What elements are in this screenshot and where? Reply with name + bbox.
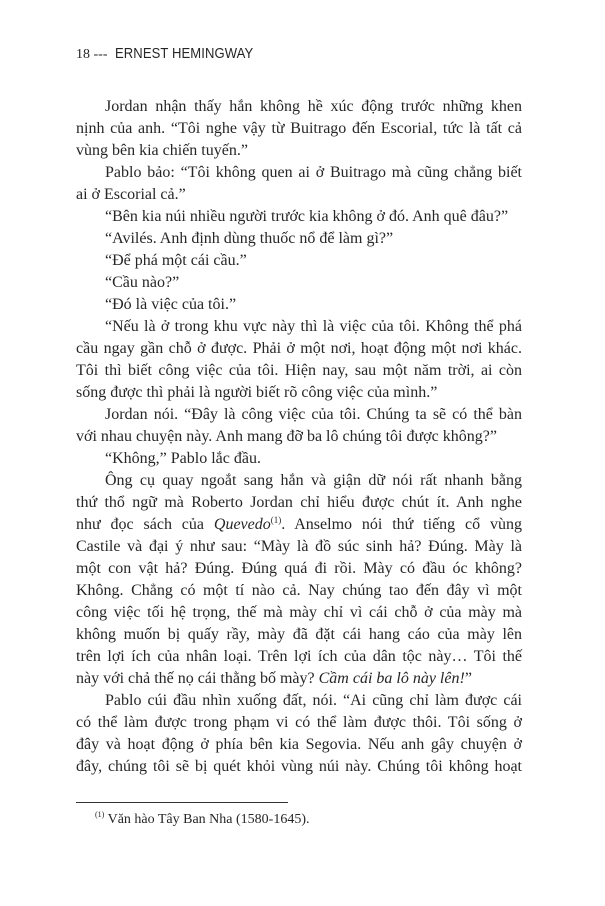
text-segment: ” [464, 670, 472, 687]
text-line: Tôi thì biết công việc của tôi. Hiện nay, sau một năm trời, ai còn [76, 362, 522, 379]
text-line: một con vật hả? Đúng. Đúng quá đi rồi. Mày có đầu óc không? [76, 560, 522, 577]
text-line: Ông cụ quay ngoắt sang hắn và giận dữ nói rất nhanh bằng [105, 472, 522, 489]
paragraph [76, 96, 522, 162]
text-line [76, 668, 522, 690]
text-segment: . Anselmo nói thứ tiếng cổ vùng [281, 516, 523, 533]
text-line: nịnh của anh. “Tôi nghe vậy từ Buitrago đến Escorial, tức là tất cả [76, 120, 522, 137]
text-line: “Để phá một cái cầu.” [105, 252, 247, 269]
footnote-text: Văn hào Tây Ban Nha (1580-1645). [107, 812, 310, 827]
paragraph [76, 404, 522, 448]
paragraph [76, 250, 522, 272]
paragraph [76, 690, 522, 778]
text-line: “Nếu là ở trong khu vực này thì là việc của tôi. Không thể phá [105, 318, 522, 335]
footnote-reference: (1) [270, 515, 282, 525]
text-line [76, 514, 522, 536]
paragraph [76, 228, 522, 250]
text-line: “Avilés. Anh định dùng thuốc nổ để làm gì?” [105, 230, 394, 247]
paragraph [76, 206, 522, 228]
text-line: đây và hoạt động ở phía bên kia Segovia. Nếu anh gây chuyện ở [76, 736, 522, 753]
text-line: công việc tối hệ trọng, thế mà mày chỉ vì cái chỗ ở của mày mà [76, 604, 522, 621]
text-line: Pablo cúi đầu nhìn xuống đất, nói. “Ai cũng chỉ làm được cái [105, 692, 522, 709]
text-line: vùng bên kia chiến tuyến.” [76, 142, 248, 159]
text-line: “Cầu nào?” [105, 274, 180, 291]
paragraph [76, 448, 522, 470]
text-line: không muốn bị quấy rầy, mày đã đặt cái hang cáo của mày lên [76, 626, 522, 643]
text-line: Jordan nhận thấy hắn không hề xúc động trước những khen [105, 98, 522, 115]
text-line: “Bên kia núi nhiều người trước kia không ở đó. Anh quê đâu?” [105, 208, 509, 225]
text-segment: như đọc sách của [76, 516, 214, 533]
text-segment: này với chả thế nọ cái thằng bố mày? [76, 670, 319, 687]
text-line: Jordan nói. “Đây là công việc của tôi. Chúng ta sẽ có thể bàn [105, 406, 522, 423]
book-author-title: ERNEST HEMINGWAY [115, 46, 254, 62]
italic-text: Cầm cái ba lô này lên! [318, 670, 465, 687]
paragraph [76, 162, 522, 206]
footnote-marker: (1) [95, 810, 105, 819]
text-line: thứ thổ ngữ mà Roberto Jordan chỉ hiểu được chút ít. Anh nghe [76, 494, 522, 511]
text-line: đây, chúng tôi sẽ bị quét khỏi vùng núi này. Chúng tôi không hoạt [76, 758, 522, 775]
text-line: Castile và đại ý như sau: “Mày là đồ súc sinh hả? Đúng. Mày là [76, 538, 522, 555]
text-line: trên lợi ích của nhân loại. Trên lợi ích của dân tộc này… Tôi thế [76, 648, 522, 665]
running-header [76, 46, 269, 63]
paragraph [76, 470, 522, 690]
text-line: sống được thì phải là người biết rõ công việc của mình.” [76, 384, 438, 401]
text-line: Không. Chẳng có một tí nào cả. Nay chúng tao đến đây vì một [76, 582, 522, 599]
text-line: Pablo bảo: “Tôi không quen ai ở Buitrago mà cũng chẳng biết [105, 164, 522, 181]
paragraph [76, 316, 522, 404]
footnote [95, 812, 310, 828]
text-line: ai ở Escorial cả.” [76, 186, 186, 203]
text-line: cầu ngay gần chỗ ở được. Phải ở một nơi, hoạt động một nơi khác. [76, 340, 522, 357]
paragraph [76, 272, 522, 294]
italic-text: Quevedo [213, 516, 271, 533]
paragraph [76, 294, 522, 316]
text-line: có thể làm được trong phạm vi có thể làm được thôi. Tôi sống ở [76, 714, 522, 731]
text-line: với nhau chuyện này. Anh mang đỡ ba lô chúng tôi được không?” [76, 428, 497, 445]
text-line: “Đó là việc của tôi.” [105, 296, 237, 313]
page-number: 18 --- [76, 47, 108, 62]
body-text [76, 96, 522, 778]
text-line: “Không,” Pablo lắc đầu. [105, 450, 261, 467]
footnote-separator [76, 802, 288, 803]
